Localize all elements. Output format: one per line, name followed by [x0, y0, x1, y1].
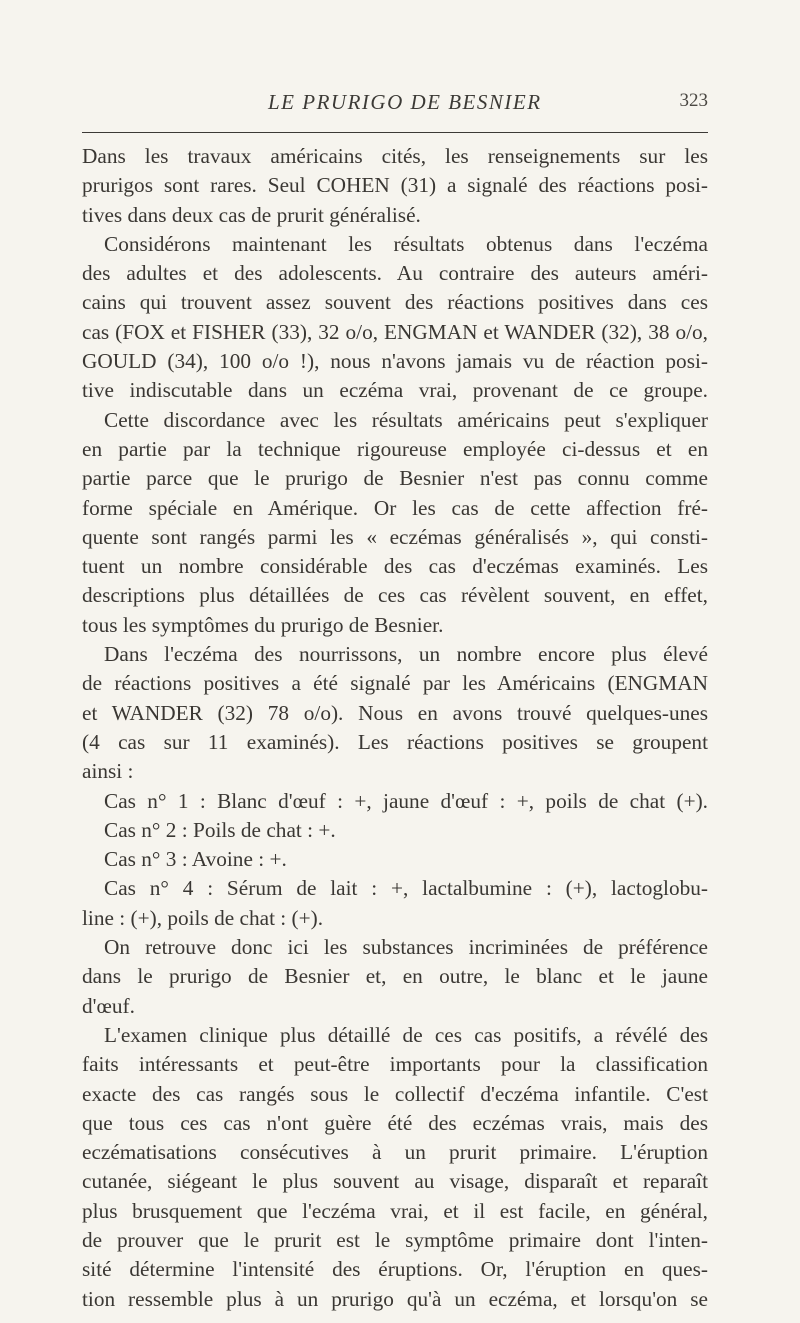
text-line: faits intéressants et peut-être importants pour la classification	[82, 1052, 708, 1077]
case-line: Cas n° 3 : Avoine : +.	[104, 847, 287, 872]
text-line: L'examen clinique plus détaillé de ces cas positifs, a révélé des	[104, 1022, 708, 1047]
text-line: ainsi :	[82, 759, 134, 784]
case-line: Cas n° 1 : Blanc d'œuf : +, jaune d'œuf : +, poils de chat (+).	[104, 788, 708, 813]
text-line: GOULD (34), 100 o/o !), nous n'avons jamais vu de réaction posi-	[82, 349, 708, 374]
text-line: cains qui trouvent assez souvent des réactions positives dans ces	[82, 290, 708, 315]
text-line: tion ressemble plus à un prurigo qu'à un eczéma, et lorsqu'on se	[82, 1286, 708, 1311]
text-line: et WANDER (32) 78 o/o). Nous en avons trouvé quelques-unes	[82, 700, 708, 725]
text-line: eczématisations consécutives à un prurit primaire. L'éruption	[82, 1140, 708, 1165]
text-line: cutanée, siégeant le plus souvent au visage, disparaît et reparaît	[82, 1169, 708, 1194]
text-line: en partie par la technique rigoureuse employée ci-dessus et en	[82, 436, 708, 461]
text-line: forme spéciale en Amérique. Or les cas de cette affection fré-	[82, 495, 708, 520]
text-line: cas (FOX et FISHER (33), 32 o/o, ENGMAN et WANDER (32), 38 o/o,	[82, 319, 708, 344]
text-line: On retrouve donc ici les substances incriminées de préférence	[104, 935, 708, 960]
text-line: que tous ces cas n'ont guère été des eczémas vrais, mais des	[82, 1110, 708, 1135]
running-header	[82, 88, 708, 118]
text-line: d'œuf.	[82, 993, 135, 1018]
header-rule	[82, 132, 708, 133]
text-line: tive indiscutable dans un eczéma vrai, provenant de ce groupe.	[82, 378, 708, 403]
text-line: des adultes et des adolescents. Au contraire des auteurs améri-	[82, 261, 708, 286]
text-line: Dans l'eczéma des nourrissons, un nombre encore plus élevé	[104, 642, 708, 667]
text-line: sité détermine l'intensité des éruptions. Or, l'éruption en ques-	[82, 1257, 708, 1282]
text-line: dans le prurigo de Besnier et, en outre, le blanc et le jaune	[82, 964, 708, 989]
text-line: (4 cas sur 11 examinés). Les réactions positives se groupent	[82, 729, 708, 754]
case-line: line : (+), poils de chat : (+).	[82, 905, 324, 930]
running-title: LE PRURIGO DE BESNIER	[268, 90, 542, 114]
text-line: exacte des cas rangés sous le collectif d'eczéma infantile. C'est	[82, 1081, 708, 1106]
text-line: tous les symptômes du prurigo de Besnier.	[82, 612, 444, 637]
text-line: de prouver que le prurit est le symptôme primaire dont l'inten-	[82, 1227, 708, 1252]
text-line: Considérons maintenant les résultats obtenus dans l'eczéma	[104, 231, 708, 256]
page-number: 323	[679, 90, 708, 111]
text-line: Cette discordance avec les résultats américains peut s'expliquer	[104, 407, 708, 432]
text-line: plus brusquement que l'eczéma vrai, et il est facile, en général,	[82, 1198, 708, 1223]
text-line: tives dans deux cas de prurit généralisé.	[82, 202, 421, 227]
case-line: Cas n° 4 : Sérum de lait : +, lactalbumine : (+), lactoglobu-	[104, 876, 708, 901]
text-line: tuent un nombre considérable des cas d'eczémas examinés. Les	[82, 554, 708, 579]
text-line: prurigos sont rares. Seul COHEN (31) a signalé des réactions posi-	[82, 173, 708, 198]
body-text	[82, 142, 708, 1314]
text-line: partie parce que le prurigo de Besnier n'est pas connu comme	[82, 466, 708, 491]
text-line: Dans les travaux américains cités, les renseignements sur les	[82, 144, 708, 168]
text-line: descriptions plus détaillées de ces cas révèlent souvent, en effet,	[82, 583, 708, 608]
case-line: Cas n° 2 : Poils de chat : +.	[104, 817, 336, 842]
text-line: de réactions positives a été signalé par les Américains (ENGMAN	[82, 671, 708, 696]
text-line: quente sont rangés parmi les « eczémas généralisés », qui consti-	[82, 524, 708, 549]
